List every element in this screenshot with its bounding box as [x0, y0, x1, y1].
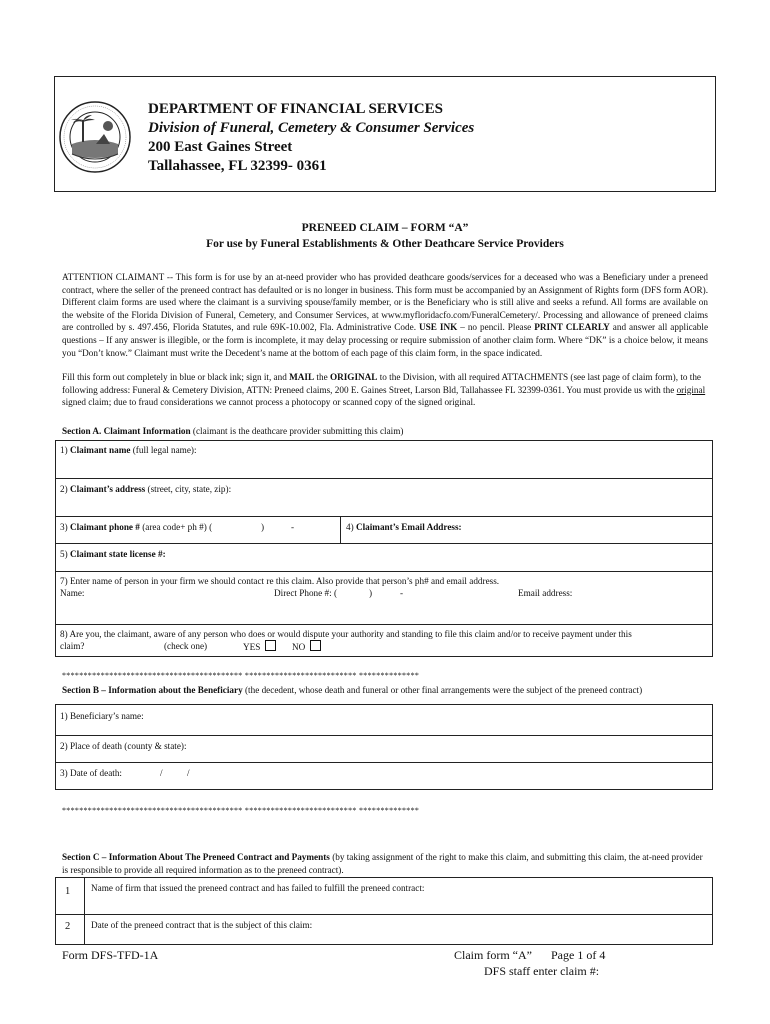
section-b-heading: Section B – Information about the Beneficiary (the decedent, whose death and funeral or other final arrangements were the subject of the preneed contract) [62, 685, 643, 695]
claimant-license-field[interactable]: 5) Claimant state license #: [60, 549, 166, 559]
dispute-no-option[interactable] [292, 640, 321, 654]
dispute-question: 8) Are you, the claimant, aware of any person who does or would dispute your authority and standing to file this claim and/or to receive payment under this [60, 629, 632, 639]
original-underlined: original [676, 384, 706, 395]
section-c-heading: Section C – Information About The Preneed Contract and Payments (by taking assignment of the right to make this claim, and submitting this claim, the at-need provider is responsible to provide all required information as to the preneed contract). [62, 852, 703, 875]
contact-person-instruction: 7) Enter name of person in your firm we should contact re this claim. Also provide that person’s ph# and email address. [60, 576, 500, 586]
dispute-yes-option[interactable] [243, 640, 276, 654]
date-slash-1: / [160, 768, 163, 778]
no-label: NO [292, 642, 306, 652]
department-name: DEPARTMENT OF FINANCIAL SERVICES [148, 101, 443, 117]
separator-stars: ****************************************** ************************** ************** [62, 671, 420, 680]
place-of-death-field[interactable]: 2) Place of death (county & state): [60, 741, 187, 751]
row-1-number: 1 [65, 886, 71, 897]
yes-checkbox[interactable] [265, 640, 276, 651]
no-checkbox[interactable] [310, 640, 321, 651]
section-b-table [55, 704, 713, 790]
claimant-email-field[interactable]: 4) Claimant’s Email Address: [346, 522, 462, 532]
yes-label: YES [243, 642, 261, 652]
city-state-zip: Tallahassee, FL 32399- 0361 [148, 158, 327, 174]
contact-phone-paren: ) [369, 588, 373, 598]
dispute-claim-label: claim? [60, 641, 85, 651]
issuing-firm-field[interactable]: Name of firm that issued the preneed contract and has failed to fulfill the preneed contract: [91, 883, 425, 893]
form-title: PRENEED CLAIM – FORM “A” [301, 222, 469, 234]
section-a-table [55, 440, 713, 657]
row-2-number: 2 [65, 921, 71, 932]
florida-state-seal-icon [58, 100, 132, 174]
contact-phone-dash: - [400, 588, 404, 598]
page-number: Page 1 of 4 [551, 948, 606, 962]
dfs-staff-claim-number: DFS staff enter claim #: [484, 964, 600, 978]
claimant-address-field[interactable]: 2) Claimant’s address (street, city, state, zip): [60, 484, 232, 494]
claim-form-label: Claim form “A” [454, 948, 532, 962]
contact-phone-field[interactable]: Direct Phone #: ( [274, 588, 338, 598]
mailing-instructions: Fill this form out completely in blue or black ink; sign it, and MAIL the ORIGINAL to the Division, with all required ATTACHMENTS (see last page of claim form), to the following address: Funeral & Cemetery Division, ATTN: Preneed claims, 200 E. Gaines Street, Larson Bld, Tallahassee FL 32399-0361. You must provide us with the original signed claim; due to fraud considerations we cannot process a photocopy or scanned copy of the signed original. [62, 372, 706, 408]
contact-email-field[interactable]: Email address: [518, 588, 573, 598]
form-subtitle: For use by Funeral Establishments & Other Deathcare Service Providers [206, 238, 564, 250]
dispute-check-one: (check one) [164, 641, 208, 651]
separator-stars-2: ****************************************** ************************** ************** [62, 806, 420, 815]
contact-name-field[interactable]: Name: [60, 588, 85, 598]
contract-date-field[interactable]: Date of the preneed contract that is the subject of this claim: [91, 920, 313, 930]
beneficiary-name-field[interactable]: 1) Beneficiary’s name: [60, 711, 144, 721]
phone-paren: ) [261, 522, 265, 532]
claimant-phone-field[interactable]: 3) Claimant phone # (area code+ ph #) ( [60, 522, 213, 532]
section-a-heading: Section A. Claimant Information (claimant is the deathcare provider submitting this claim) [62, 426, 404, 436]
date-of-death-field[interactable]: 3) Date of death: [60, 768, 122, 778]
division-name: Division of Funeral, Cemetery & Consumer Services [148, 120, 475, 136]
date-slash-2: / [187, 768, 190, 778]
claimant-name-field[interactable]: 1) Claimant name (full legal name): [60, 445, 197, 455]
form-id: Form DFS-TFD-1A [62, 948, 159, 962]
phone-dash: - [291, 522, 295, 532]
section-c-table [55, 877, 713, 945]
attention-paragraph: ATTENTION CLAIMANT -- This form is for use by an at-need provider who has provided deathcare goods/services for a deceased who was a Beneficiary under a preneed contract, where the seller of the preneed contract has defaulted or is no longer in business. This form must be accompanied by an Assignment of Rights form (DFS form AOR). Different claim forms are used where the claimant is a surviving spouse/family member, or is the Beneficiary who is still alive and seeks a refund. All forms are available on the website of the Florida Division of Funeral, Cemetery, and Consumer Services, at www.myfloridacfo.com/FuneralCemetery/. Processing and allowance of preneed claims are controlled by s. 497.456, Florida Statutes, and rule 69K-10.002, Fla. Administrative Code. USE INK – no pencil. Please PRINT CLEARLY and answer all applicable questions – If any answer is illegible, or the form is incomplete, it may delay processing or require submission of another claim form. Where “DK” is a choice below, it means you “Don’t know.” Claimant must write the Decedent’s name at the bottom of each page of this claim form, in the space indicated. [62, 272, 709, 358]
mailing-tail: signed claim; due to fraud considerations we cannot process a photocopy or scanned copy of the signed original. [62, 397, 476, 408]
street-address: 200 East Gaines Street [148, 139, 293, 155]
